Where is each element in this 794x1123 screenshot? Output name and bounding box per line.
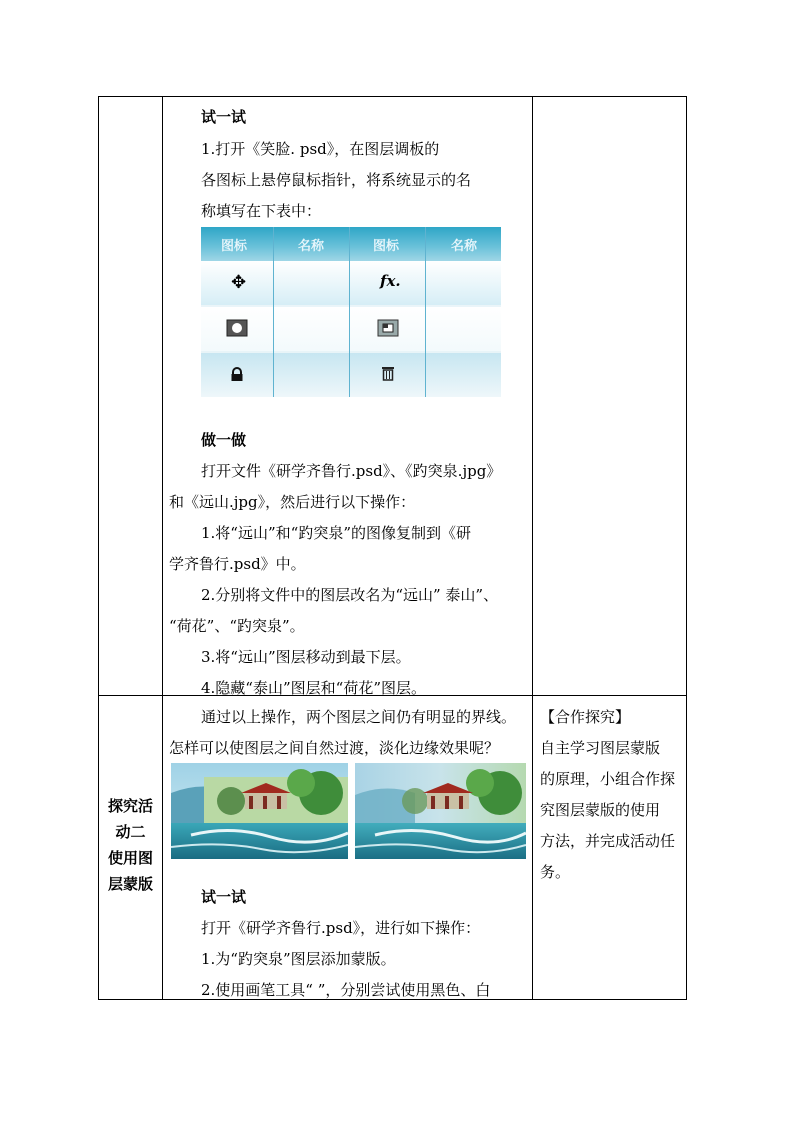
mask-icon (226, 319, 248, 341)
icon-table-header (201, 227, 501, 261)
column-divider (532, 97, 533, 999)
lock-icon (230, 367, 244, 385)
photo-hard-edge (171, 763, 348, 859)
header-cell: 名称 (451, 239, 478, 254)
do-line: 学齐鲁行.psd》中。 (169, 555, 306, 573)
icon-table-divider (425, 227, 426, 397)
do-line: “荷花”、“趵突泉”。 (169, 617, 305, 635)
do-line: 和《远山.jpg》，然后进行以下操作： (169, 493, 416, 511)
fx-icon: fx. (380, 272, 401, 290)
move-icon: ✥ (231, 272, 247, 293)
note-line: 的原理，小组合作探 (540, 770, 676, 788)
trash-icon (381, 365, 395, 385)
intro-line: 通过以上操作，两个图层之间仍有明显的界线。 (201, 708, 517, 726)
icon-table-divider (349, 227, 350, 397)
try-line: 1.打开《笑脸. psd》，在图层调板的 (201, 140, 440, 158)
note-line: 究图层蒙版的使用 (540, 801, 661, 819)
lesson-plan-table (98, 96, 687, 1000)
try-line: 2.使用画笔工具“ ”，分别尝试使用黑色、白 (201, 981, 491, 999)
icon-table-divider (273, 227, 274, 397)
note-line: 方法，并完成活动任 (540, 832, 676, 850)
note-line: 务。 (540, 863, 571, 881)
try-title-2: 试一试 (201, 888, 247, 906)
header-cell: 图标 (373, 239, 400, 254)
icon-table-row (201, 261, 501, 305)
header-cell: 名称 (298, 239, 325, 254)
icon-table-row (201, 307, 501, 351)
try-line: 称填写在下表中： (201, 202, 322, 220)
intro-line: 怎样可以使图层之间自然过渡，淡化边缘效果呢？ (169, 739, 500, 757)
activity-label: 探究活 动二 使用图 层蒙版 (107, 797, 153, 893)
layer-icons-table (201, 227, 501, 397)
header-cell: 图标 (221, 239, 248, 254)
try-line: 各图标上悬停鼠标指针，将系统显示的名 (201, 171, 472, 189)
do-line: 打开文件《研学齐鲁行.psd》、《趵突泉.jpg》 (201, 462, 502, 480)
photo-soft-edge (355, 763, 526, 859)
try-line: 打开《研学齐鲁行.psd》，进行如下操作： (201, 919, 481, 937)
do-line: 3.将“远山”图层移动到最下层。 (201, 648, 411, 666)
try-title: 试一试 (201, 108, 247, 126)
icon-table-row (201, 353, 501, 397)
do-line: 1.将“远山”和“趵突泉”的图像复制到《研 (201, 524, 471, 542)
new-layer-icon (377, 319, 399, 341)
do-line: 4.隐藏“泰山”图层和“荷花”图层。 (201, 679, 426, 697)
try-line: 1.为“趵突泉”图层添加蒙版。 (201, 950, 396, 968)
do-line: 2.分别将文件中的图层改名为“远山” 泰山”、 (201, 586, 499, 604)
do-title: 做一做 (201, 431, 247, 449)
note-line: 【合作探究】 (540, 708, 631, 726)
column-divider (162, 97, 163, 999)
note-line: 自主学习图层蒙版 (540, 739, 661, 757)
